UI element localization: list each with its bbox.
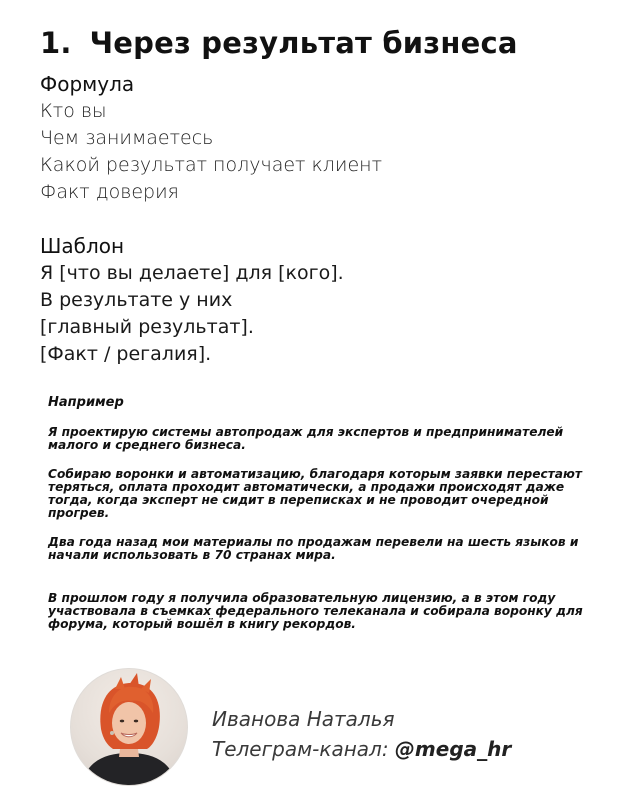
- formula-item: Факт доверия: [40, 181, 179, 203]
- formula-list: [40, 98, 382, 206]
- template-line: [главный результат].: [40, 316, 254, 338]
- template-line: В результате у них: [40, 289, 233, 311]
- template-line: [Факт / регалия].: [40, 343, 212, 365]
- example-paragraph: В прошлом году я получила образовательную лицензию, а в этом году участвовала в съемках федерального телеканала и собирала воронку для форума, который вошёл в книгу рекордов.: [48, 591, 583, 631]
- formula-item: Чем занимаетесь: [40, 127, 214, 149]
- example-paragraph: Собираю воронки и автоматизацию, благодаря которым заявки перестают теряться, оплата проходит автоматически, а продажи происходят даже тогда, когда эксперт не сидит в переписках и не проводит очередной прогрев.: [48, 467, 582, 520]
- template-section: [40, 232, 344, 368]
- template-heading: Шаблон: [40, 234, 125, 258]
- section-number: 1.: [40, 26, 72, 60]
- portrait-image: [71, 669, 187, 785]
- page-title: [40, 26, 518, 60]
- formula-section: [40, 70, 382, 206]
- formula-item: Какой результат получает клиент: [40, 154, 382, 176]
- example-paragraph: Я проектирую системы автопродаж для экспертов и предпринимателей малого и среднего бизнеса.: [48, 425, 564, 452]
- channel-handle[interactable]: @mega_hr: [394, 737, 512, 761]
- author-name: Иванова Наталья: [212, 707, 395, 731]
- author-avatar: [70, 668, 188, 786]
- channel-label: Телеграм-канал:: [212, 737, 395, 761]
- example-paragraph: Два года назад мои материалы по продажам перевели на шесть языков и начали использовать в 70 странах мира.: [48, 535, 579, 562]
- template-line: Я [что вы делаете] для [кого].: [40, 262, 344, 284]
- formula-item: Кто вы: [40, 100, 107, 122]
- template-list: [40, 260, 344, 368]
- author-channel: [212, 734, 511, 764]
- example-section: [48, 396, 608, 631]
- example-heading: Например: [48, 395, 124, 410]
- formula-heading: Формула: [40, 72, 135, 96]
- section-title: Через результат бизнеса: [89, 26, 518, 60]
- author-info: [212, 704, 511, 764]
